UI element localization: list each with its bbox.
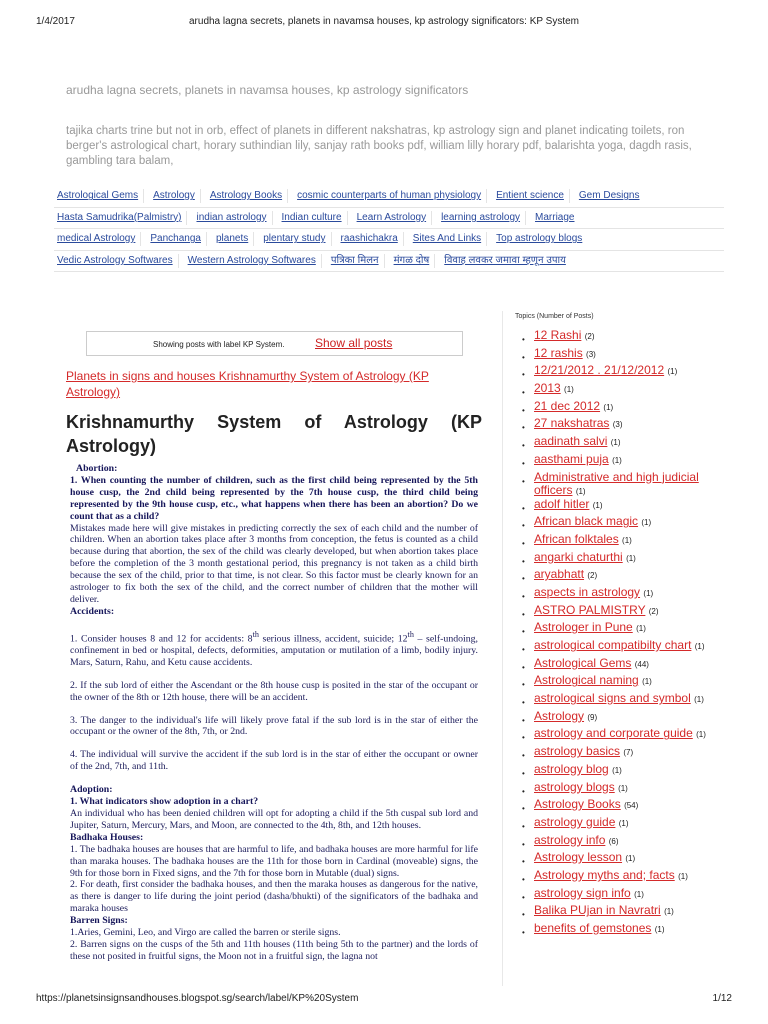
topic-item [522,347,712,365]
label-link[interactable]: plentary study [260,232,331,246]
topic-item [522,533,712,551]
topic-count: (1) [678,871,688,881]
topic-link[interactable]: Astrology [534,708,585,723]
topic-link[interactable]: astrology sign info [534,885,631,900]
label-navigation [54,186,724,272]
topic-item [522,816,712,834]
topic-item [522,834,712,852]
topic-item [522,568,712,586]
accident-point-3: 3. The danger to the individual's life will likely prove fatal if the sub lord is in the star of either the occupant or the owner of the 8th, 7th, or 2nd. [70,714,478,738]
topic-count: (1) [612,765,622,775]
topic-item [522,498,712,516]
topic-link[interactable]: adolf hitler [534,496,590,511]
post-body [70,463,478,963]
topic-count: (7) [623,748,634,758]
topic-link[interactable]: 27 nakshatras [534,416,610,431]
topic-count: (1) [642,677,652,687]
label-link[interactable]: Marriage [535,211,575,223]
topic-link[interactable]: Astrological Gems [534,655,632,670]
print-footer [36,993,732,1007]
abortion-heading: Abortion: [76,463,118,474]
adoption-question: 1. What indicators show adoption in a chart? [70,796,259,808]
topic-item [522,435,712,453]
label-link[interactable]: Learn Astrology [354,211,433,225]
topic-count: (1) [634,889,644,899]
label-link[interactable]: medical Astrology [54,232,141,246]
topic-item [522,604,712,622]
sidebar-divider [502,311,503,986]
topic-link[interactable]: aspects in astrology [534,584,641,599]
topic-item [522,710,712,728]
topic-item [522,922,712,940]
topic-count: (9) [587,712,598,722]
label-link[interactable]: planets [213,232,254,246]
label-link[interactable]: Top astrology blogs [496,233,583,245]
label-link[interactable]: learning astrology [438,211,526,225]
topic-count: (1) [592,500,603,510]
topic-count: (1) [575,486,586,496]
topics-list [522,329,712,940]
topic-count: (2) [584,332,595,341]
topic-count: (1) [625,854,636,864]
print-page-number: 1/12 [712,993,732,1004]
topic-count: (1) [636,624,646,634]
topic-count: (3) [612,420,623,430]
label-link[interactable]: Sites And Links [410,232,487,246]
topic-link[interactable]: astrology guide [534,814,616,829]
post-heading [66,410,482,458]
label-link[interactable]: Entient science [493,189,570,203]
topic-link[interactable]: Balika PUjan in Navratri [534,903,661,918]
label-link[interactable]: Hasta Samudrika(Palmistry) [54,211,187,225]
label-row [54,186,724,208]
accidents-heading: Accidents: [70,605,115,617]
badhaka-point-2: 2. For death, first consider the badhaka houses, and then the maraka houses as dangerous for the native, as there is danger to life during the joint period (dasha/bhukti) of the significators of the badhaka and maraka houses [70,879,478,915]
abortion-question: 1. When counting the number of children, such as the first child being represented by the 5th house cusp, the 2nd child being represented by the 7th house cusp, the third child being represented by the 9th house cusp, etc., what happens when there has been an abortion? Do we count that as a child? [70,474,478,522]
topic-link[interactable]: Astrology lesson [534,850,623,865]
topic-count: (1) [564,385,574,395]
barren-point-1: 1.Aries, Gemini, Leo, and Virgo are called the barren or sterile signs. [70,927,341,939]
topic-item [522,400,712,418]
topic-link[interactable]: 12 rashis [534,345,583,360]
topic-count: (1) [696,730,706,740]
label-link[interactable]: Western Astrology Softwares [185,254,322,268]
label-link[interactable]: indian astrology [193,211,272,225]
post-heading-line-1: Krishnamurthy System of Astrology (KP [66,412,482,432]
label-status-box [86,331,463,356]
topic-item [522,657,712,675]
topic-count: (1) [618,818,629,828]
barren-heading: Barren Signs: [70,915,128,927]
badhaka-heading: Badhaka Houses: [70,831,144,843]
accident-point-2: 2. If the sub lord of either the Ascendant or the 8th house cusp is posited in the star of the occupant or the owner of the 8th or 12th house, there will be an accident. [70,679,478,703]
topic-item [522,692,712,710]
topic-count: (1) [626,553,636,563]
topic-link[interactable]: African black magic [534,514,639,529]
topic-link[interactable]: African folktales [534,531,619,546]
blog-description: tajika charts trine but not in orb, effect of planets in different nakshatras, kp astrology sign and planet indicating toilets, ron berger's astrological chart, horary suthindian lily, sanjay rath books pdf, william lilly horary pdf, balarishta yoga, dagdh rasis, gambling tara balam, [66,125,692,167]
topic-link[interactable]: astrology blogs [534,779,615,794]
topic-item [522,887,712,905]
topic-count: (1) [694,695,704,705]
print-url: https://planetsinsignsandhouses.blogspot.sg/search/label/KP%20System [36,993,359,1004]
print-header [36,16,732,30]
topic-link[interactable]: astrological signs and symbol [534,691,691,706]
topic-count: (1) [643,588,654,598]
topic-item [522,869,712,887]
label-row [54,208,724,230]
topic-link[interactable]: astrology basics [534,744,621,759]
label-link[interactable]: मंगळ दोष [391,254,436,268]
topic-link[interactable]: Astrology myths and; facts [534,867,675,882]
barren-point-2: 2. Barren signs on the cusps of the 5th and 11th houses (11th being 5th to the partner) and the lords of these not posited in fruitful signs, the Moon not in a fruitful sign, the lagna not [70,938,478,962]
post-title-link[interactable]: Planets in signs and houses Krishnamurthy System of Astrology (KP Astrology) [66,369,429,399]
topic-link[interactable]: 21 dec 2012 [534,398,601,413]
topic-count: (1) [664,907,674,917]
topic-link[interactable]: aadinath salvi [534,434,608,449]
topic-count: (1) [654,925,665,934]
topic-count: (1) [618,783,628,793]
topic-item [522,329,712,347]
topic-count: (3) [586,349,596,359]
blog-title[interactable]: arudha lagna secrets, planets in navamsa houses, kp astrology significators [66,83,469,97]
topic-item [522,851,712,869]
topic-item [522,798,712,816]
topic-count: (1) [667,367,678,377]
topic-link[interactable]: Astrology Books [534,797,621,812]
show-all-posts-link[interactable]: Show all posts [315,336,393,350]
label-link[interactable]: cosmic counterparts of human physiology [294,189,487,203]
label-row [54,251,724,273]
abortion-answer: Mistakes made here will give mistakes in predicting correctly the sex of each child and the number of children. When an abortion takes place after 3 months from conception, the fetus is counted as a child because during that abortion, the sex of the child was clearly developed, but when abortion takes place before the completion of the 3 month gestational period, this pregnancy is not taken as a child birth because the sex of the child, prior to that time, is not clear. So this factor must be clearly known for an astrologer to fix both the sex of the child, and the correct number of children that the mother will deliver. [70,522,478,605]
topic-count: (1) [603,402,614,412]
topic-count: (1) [694,642,705,651]
badhaka-point-1: 1. The badhaka houses are houses that are harmful to life, and badhaka houses are more harmful for life than maraka houses. The badhaka houses are the 11th for those born in Cardinal (moveable) signs, the 9th for those born in Fixed signs, and the 7th for those born in Mutable (dual) signs. [70,843,478,879]
topic-item [522,417,712,435]
print-title: arudha lagna secrets, planets in navamsa houses, kp astrology significators: KP System [188,16,580,27]
topic-item [522,382,712,400]
topic-item [522,551,712,569]
label-link[interactable]: Astrological Gems [54,189,144,203]
topic-count: (1) [641,518,652,528]
label-link[interactable]: raashichakra [338,232,404,246]
topic-count: (6) [608,836,619,846]
label-link[interactable]: Astrology Books [207,189,288,203]
topic-link[interactable]: astrological compatibilty chart [534,638,692,652]
topic-item [522,621,712,639]
topic-count: (1) [610,438,621,448]
label-link[interactable]: Vedic Astrology Softwares [54,254,179,268]
topic-count: (54) [624,801,639,811]
label-link[interactable]: Panchanga [147,232,207,246]
label-link[interactable]: Gem Designs [578,190,640,202]
topic-item [522,586,712,604]
label-row [54,229,724,251]
topic-link[interactable]: ASTRO PALMISTRY [534,602,646,617]
topic-link[interactable]: benefits of gemstones [534,921,652,935]
accident-point-1: 1. Consider houses 8 and 12 for accidents: 8th serious illness, accident, suicide; 12th – self-undoing, confinement in bed or hospital, defects, deformities, amputation or mutilation of a limb, bodily injury. Mars, Saturn, Rahu, and Ketu cause accidents. [70,629,478,668]
topic-item [522,515,712,533]
label-link[interactable]: विवाह लवकर जमावा म्हणून उपाय [444,254,566,266]
topic-item [522,745,712,763]
topic-item [522,781,712,799]
topic-link[interactable]: aryabhatt [534,567,585,582]
topic-link[interactable]: Astrological naming [534,673,639,688]
topic-count: (44) [634,659,649,669]
topic-item [522,727,712,745]
topic-link[interactable]: Astrologer in Pune [534,620,633,635]
topic-link[interactable]: 12/21/2012 . 21/12/2012 [534,363,665,378]
topic-item [522,674,712,692]
topic-count: (2) [587,571,598,581]
topic-link[interactable]: astrology blog [534,761,609,776]
label-link[interactable]: पत्रिका मिलन [328,254,385,268]
topic-item [522,904,712,922]
topic-item [522,639,712,657]
topic-link[interactable]: astrology and corporate guide [534,726,693,741]
topic-link[interactable]: aasthami puja [534,451,609,466]
topic-link[interactable]: astrology info [534,832,606,847]
label-link[interactable]: Astrology [150,189,201,203]
accident-point-4: 4. The individual will survive the accident if the sub lord is in the star of either the occupant or owner of the 2nd, 7th, and 11th. [70,749,478,773]
topic-count: (1) [612,455,622,465]
topic-link[interactable]: 12 Rashi [534,328,582,342]
adoption-answer: An individual who has been denied children will opt for adopting a child if the 5th cuspal sub lord and Jupiter, Saturn, Mercury, Mars, and Moon, are connected to the 4th, 8th, and 12th houses. [70,808,478,831]
label-link[interactable]: Indian culture [279,211,348,225]
topic-link[interactable]: angarki chaturthi [534,549,623,564]
topic-link[interactable]: 2013 [534,381,561,396]
topic-item [522,453,712,471]
topic-item [522,471,712,498]
sidebar-heading: Topics (Number of Posts) [515,313,594,320]
topic-item [522,763,712,781]
topic-count: (2) [648,606,659,616]
post-heading-line-2: Astrology) [66,436,156,456]
print-date: 1/4/2017 [36,16,75,27]
topic-count: (1) [622,535,632,545]
topic-item [522,364,712,382]
topic-link[interactable]: Administrative and high judicial officers [534,469,699,497]
status-text: Showing posts with label KP System. [153,340,285,349]
adoption-heading: Adoption: [70,784,113,796]
